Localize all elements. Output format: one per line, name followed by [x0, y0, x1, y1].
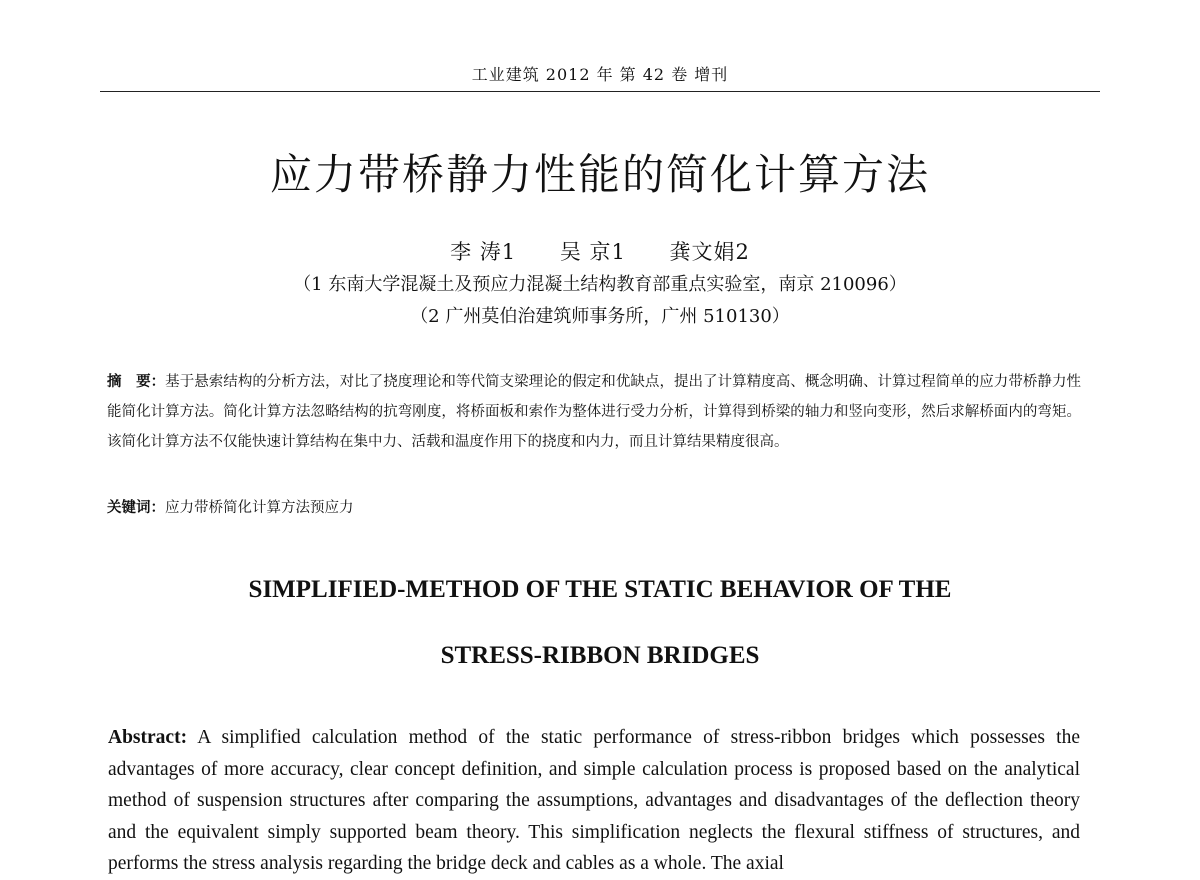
author-3: 龚文娟2 — [669, 240, 750, 264]
abstract-en-label: Abstract: — [108, 727, 188, 748]
keywords-cn-text: 应力带桥简化计算方法预应力 — [165, 500, 354, 516]
abstract-en-text: A simplified calculation method of the static performance of stress-ribbon bridges which possesses the advantages of more accuracy, clear concept definition, and simple calculation process is proposed based on the analytical method of suspension structures after comparing the assumptions, advantages and disadvantages of the deflection theory and the equivalent simply supported beam theory. This simplification neglects the flexural stiffness of structures, and performs the stress analysis regarding the bridge deck and cables as a whole. The axial — [108, 727, 1080, 874]
keywords-cn — [107, 496, 1081, 517]
abstract-cn-label: 摘 要： — [107, 374, 166, 390]
affiliation-2: （2 广州莫伯治建筑师事务所，广州 510130） — [410, 306, 790, 327]
abstract-en — [108, 722, 1080, 880]
abstract-cn-text: 基于悬索结构的分析方法，对比了挠度理论和等代简支梁理论的假定和优缺点，提出了计算精度高、概念明确、计算过程简单的应力带桥静力性能简化计算方法。简化计算方法忽略结构的抗弯刚度，将桥面板和索作为整体进行受力分析，计算得到桥梁的轴力和竖向变形，然后求解桥面内的弯矩。该简化计算方法不仅能快速计算结构在集中力、活载和温度作用下的挠度和内力，而且计算结果精度很高。 — [107, 374, 1081, 450]
abstract-cn — [107, 367, 1081, 457]
journal-header: 工业建筑 2012 年 第 42 卷 增刊 — [100, 62, 1100, 92]
paper-title-en-line-2: STRESS-RIBBON BRIDGES — [440, 642, 760, 669]
author-list — [0, 236, 1200, 266]
author-1: 李 涛1 — [450, 240, 517, 264]
paper-title-cn: 应力带桥静力性能的简化计算方法 — [269, 150, 930, 199]
author-2: 吴 京1 — [559, 240, 626, 264]
affiliation-1: （1 东南大学混凝土及预应力混凝土结构教育部重点实验室，南京 210096） — [293, 274, 907, 295]
paper-title-en-line-1: SIMPLIFIED-METHOD OF THE STATIC BEHAVIOR OF THE — [248, 576, 952, 603]
keywords-cn-label: 关键词： — [107, 500, 165, 516]
